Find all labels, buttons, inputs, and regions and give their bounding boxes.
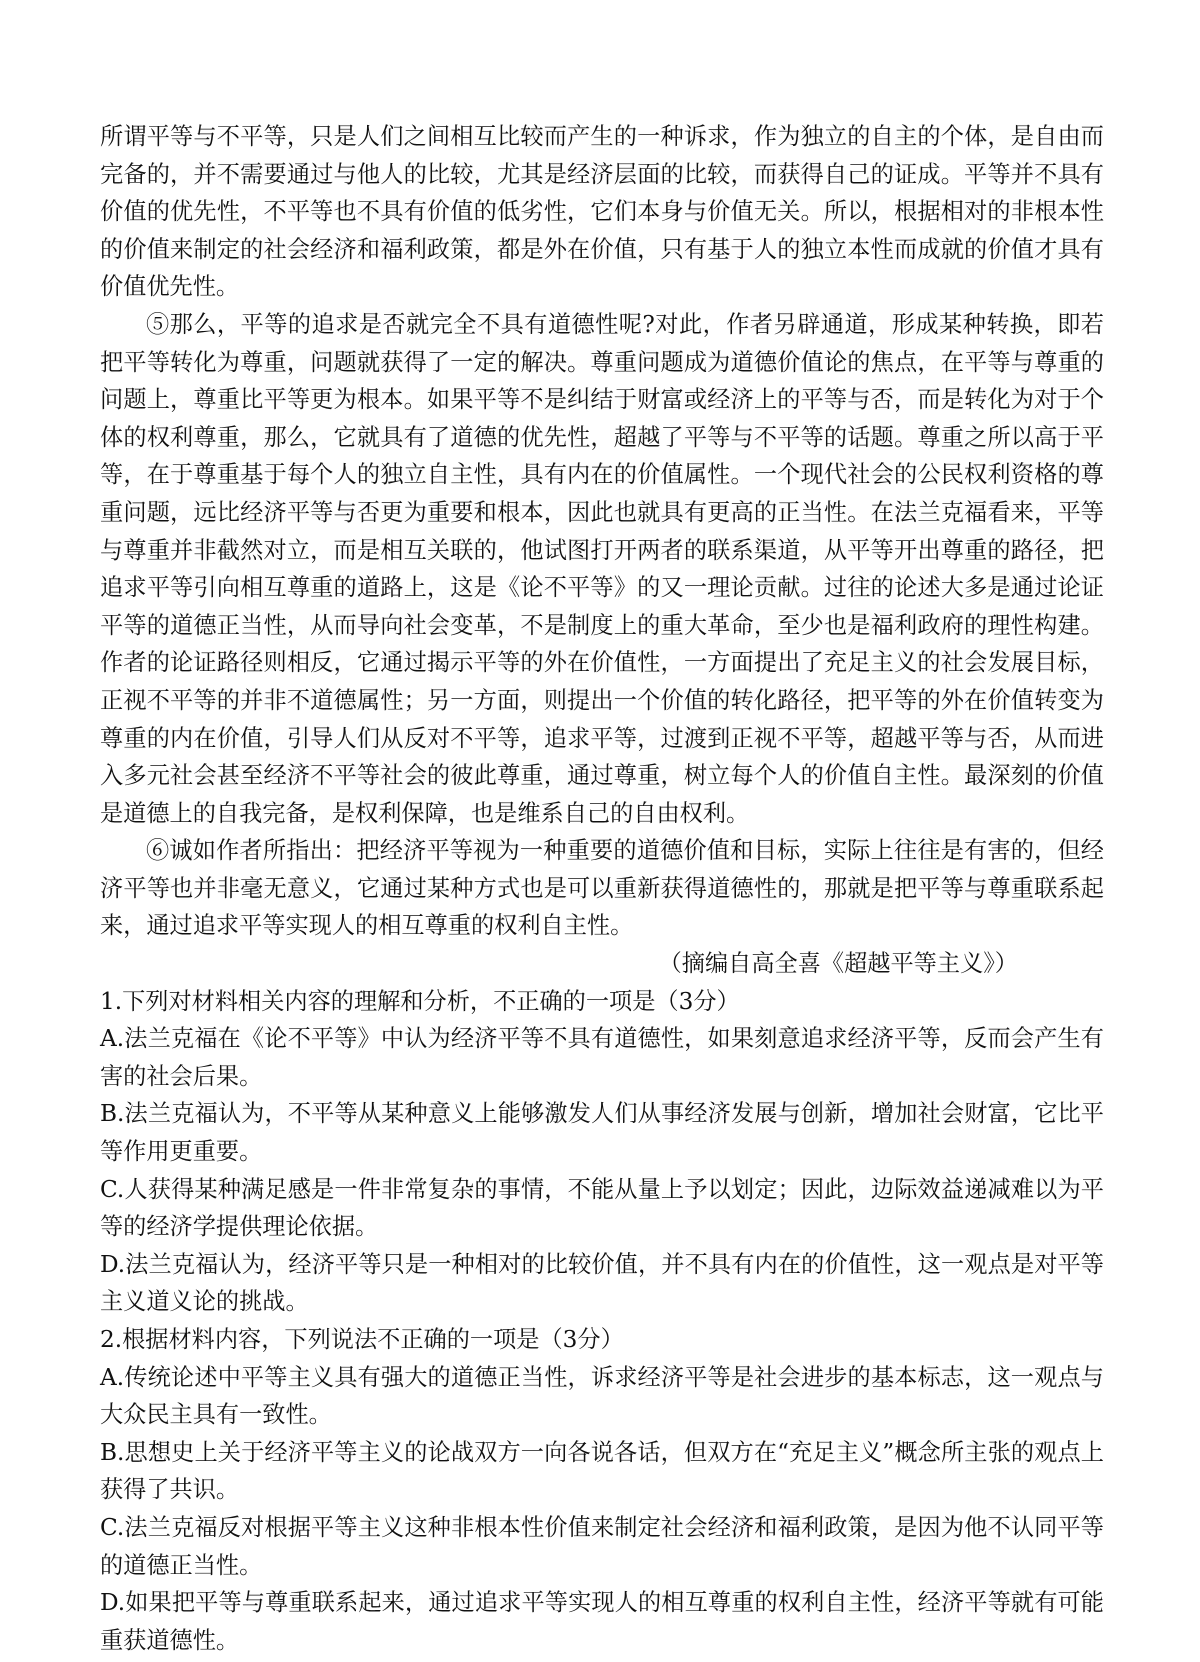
passage-paragraph-6: ⑥诚如作者所指出：把经济平等视为一种重要的道德价值和目标，实际上往往是有害的，但经济平等也并非毫无意义，它通过某种方式也是可以重新获得道德性的，那就是把平等与尊重联系起来，通过追求平等实现人的相互尊重的权利自主性。 [100,837,1104,940]
passage-paragraph-5: ⑤那么，平等的追求是否就完全不具有道德性呢?对此，作者另辟通道，形成某种转换，即若把平等转化为尊重，问题就获得了一定的解决。尊重问题成为道德价值论的焦点，在平等与尊重的问题上，尊重比平等更为根本。如果平等不是纠结于财富或经济上的平等与否，而是转化为对于个体的权利尊重，那么，它就具有了道德的优先性，超越了平等与不平等的话题。尊重之所以高于平等，在于尊重基于每个人的独立自主性，具有内在的价值属性。一个现代社会的公民权利资格的尊重问题，远比经济平等与否更为重要和根本，因此也就具有更高的正当性。在法兰克福看来，平等与尊重并非截然对立，而是相互关联的，他试图打开两者的联系渠道，从平等开出尊重的路径，把追求平等引向相互尊重的道路上，这是《论不平等》的又一理论贡献。过往的论述大多是通过论证平等的道德正当性，从而导向社会变革，不是制度上的重大革命，至少也是福利政府的理性构建。作者的论证路径则相反，它通过揭示平等的外在价值性，一方面提出了充足主义的社会发展目标，正视不平等的并非不道德属性；另一方面，则提出一个价值的转化路径，把平等的外在价值转变为尊重的内在价值，引导人们从反对不平等，追求平等，过渡到正视不平等，超越平等与否，从而进入多元社会甚至经济不平等社会的彼此尊重，通过尊重，树立每个人的价值自主性。最深刻的价值是道德上的自我完备，是权利保障，也是维系自己的自由权利。 [100,310,1104,827]
question-2 [100,1321,1104,1659]
passage-source-citation: （摘编自高全喜《超越平等主义》） [658,950,1018,978]
reading-passage [100,118,1104,983]
question-2-option-c: C.法兰克福反对根据平等主义这种非根本性价值来制定社会经济和福利政策，是因为他不认同平等的道德正当性。 [100,1513,1104,1579]
question-2-option-d: D.如果把平等与尊重联系起来，通过追求平等实现人的相互尊重的权利自主性，经济平等就有可能重获道德性。 [100,1589,1104,1654]
question-2-option-a: A.传统论述中平等主义具有强大的道德正当性，诉求经济平等是社会进步的基本标志，这一观点与大众民主具有一致性。 [100,1363,1104,1429]
question-1 [100,983,1104,1321]
question-1-stem: 1.下列对材料相关内容的理解和分析，不正确的一项是（3分） [100,987,740,1015]
question-1-option-c: C.人获得某种满足感是一件非常复杂的事情，不能从量上予以划定；因此，边际效益递减难以为平等的经济学提供理论依据。 [100,1175,1104,1241]
question-1-option-a: A.法兰克福在《论不平等》中认为经济平等不具有道德性，如果刻意追求经济平等，反而会产生有害的社会后果。 [100,1025,1104,1090]
question-1-option-d: D.法兰克福认为，经济平等只是一种相对的比较价值，并不具有内在的价值性，这一观点是对平等主义道义论的挑战。 [100,1250,1104,1316]
question-1-option-b: B.法兰克福认为，不平等从某种意义上能够激发人们从事经济发展与创新，增加社会财富，它比平等作用更重要。 [100,1100,1104,1166]
question-2-stem: 2.根据材料内容，下列说法不正确的一项是（3分） [100,1326,624,1353]
passage-paragraph-continued: 所谓平等与不平等，只是人们之间相互比较而产生的一种诉求，作为独立的自主的个体，是自由而完备的，并不需要通过与他人的比较，尤其是经济层面的比较，而获得自己的证成。平等并不具有价值的优先性，不平等也不具有价值的低劣性，它们本身与价值无关。所以，根据相对的非根本性的价值来制定的社会经济和福利政策，都是外在价值，只有基于人的独立本性而成就的价值才具有价值优先性。 [100,123,1104,301]
question-2-option-b: B.思想史上关于经济平等主义的论战双方一向各说各话，但双方在“充足主义”概念所主张的观点上获得了共识。 [100,1438,1104,1504]
